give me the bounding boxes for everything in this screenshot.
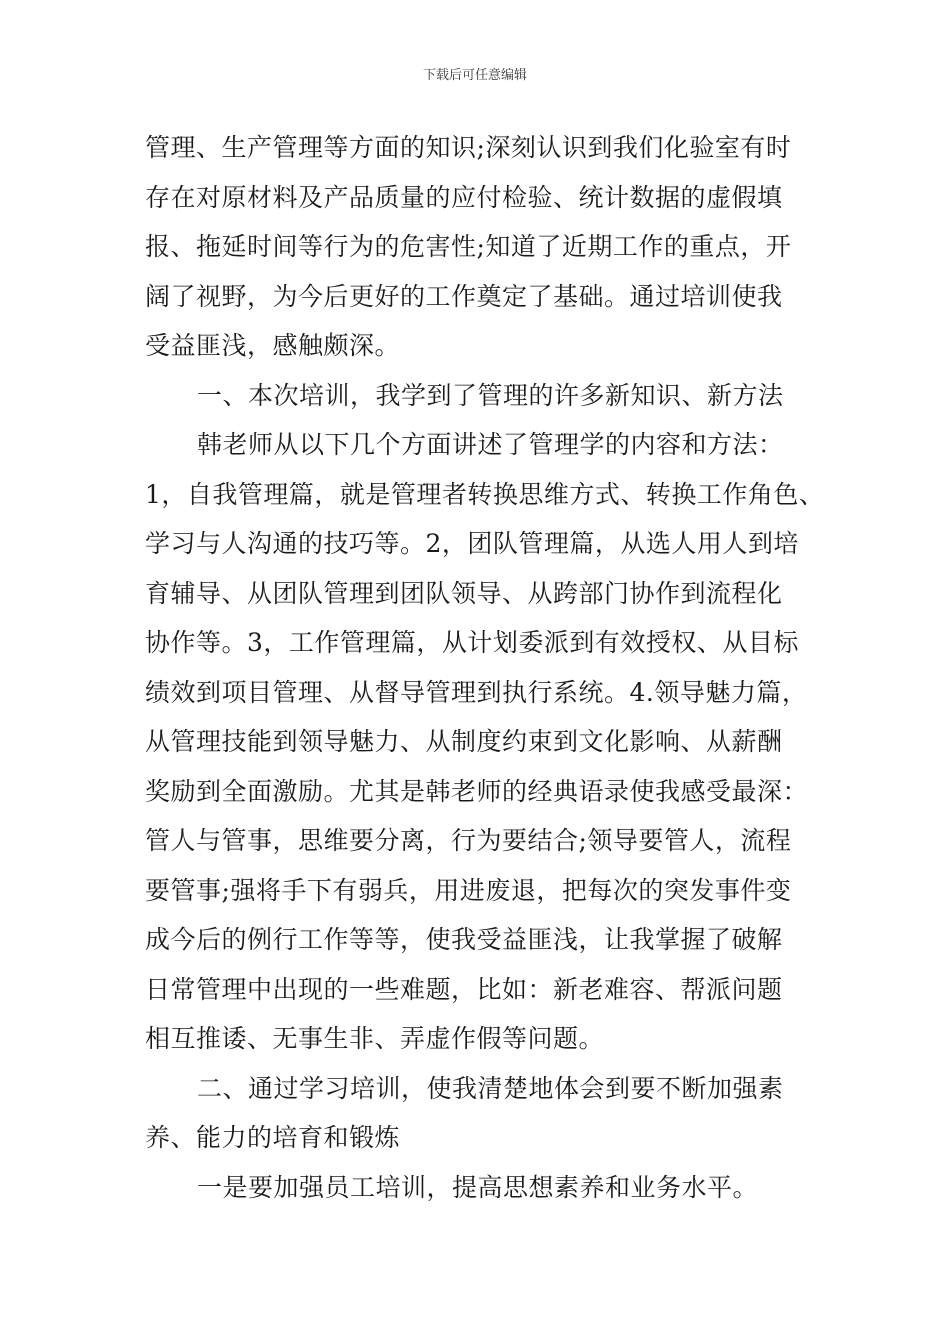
page-header-note: 下载后可任意编辑 xyxy=(422,68,527,83)
paragraph-line: 管理、生产管理等方面的知识;深刻认识到我们化验室有时 xyxy=(145,133,792,162)
paragraph-line: 要管事;强将手下有弱兵，用进废退，把每次的突发事件变 xyxy=(145,875,792,905)
paragraph-line: 学习与人沟通的技巧等。2，团队管理篇，从选人用人到培 xyxy=(145,529,799,558)
paragraph-line: 奖励到全面激励。尤其是韩老师的经典语录使我感受最深： xyxy=(145,776,809,806)
section-heading-2: 二、通过学习培训，使我清楚地体会到要不断加强素 xyxy=(197,1073,784,1103)
paragraph-line: 报、拖延时间等行为的危害性;知道了近期工作的重点，开 xyxy=(145,232,792,261)
paragraph-line: 1，自我管理篇，就是管理者转换思维方式、转换工作角色、 xyxy=(145,479,825,509)
section-heading-1: 一、本次培训，我学到了管理的许多新知识、新方法 xyxy=(197,380,784,410)
paragraph-line: 协作等。3，工作管理篇，从计划委派到有效授权、从目标 xyxy=(145,628,799,657)
paragraph-line: 日常管理中出现的一些难题，比如：新老难容、帮派问题 xyxy=(145,974,783,1004)
paragraph-line: 养、能力的培育和锻炼 xyxy=(145,1123,401,1152)
paragraph-line: 一是要加强员工培训，提高思想素养和业务水平。 xyxy=(197,1172,759,1202)
paragraph-line: 成今后的例行工作等等，使我受益匪浅，让我掌握了破解 xyxy=(145,925,783,954)
paragraph-line: 管人与管事，思维要分离，行为要结合;领导要管人，流程 xyxy=(145,826,792,855)
paragraph-line: 存在对原材料及产品质量的应付检验、统计数据的虚假填 xyxy=(145,182,783,212)
paragraph-line: 相互推诿、无事生非、弄虚作假等问题。 xyxy=(145,1024,605,1053)
paragraph-line: 阔了视野，为今后更好的工作奠定了基础。通过培训使我 xyxy=(145,281,783,311)
paragraph-line: 韩老师从以下几个方面讲述了管理学的内容和方法： xyxy=(197,430,784,459)
paragraph-line: 育辅导、从团队管理到团队领导、从跨部门协作到流程化 xyxy=(145,578,783,608)
paragraph-line: 受益匪浅，感触颇深。 xyxy=(145,331,401,360)
paragraph-line: 绩效到项目管理、从督导管理到执行系统。4.领导魅力篇， xyxy=(145,677,808,707)
paragraph-line: 从管理技能到领导魅力、从制度约束到文化影响、从薪酬 xyxy=(145,727,783,756)
